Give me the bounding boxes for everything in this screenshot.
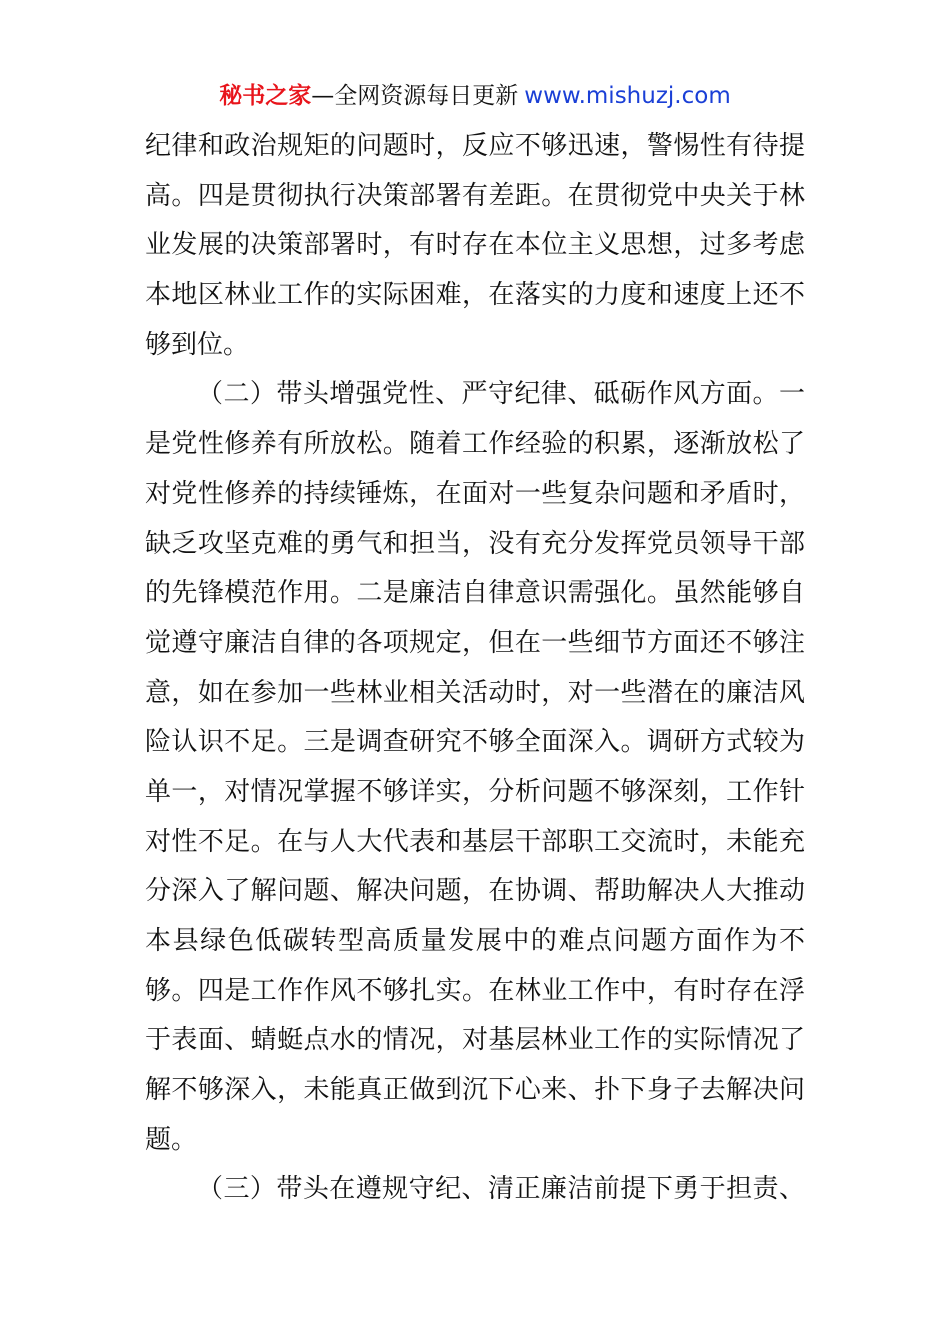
text-line: 纪律和政治规矩的问题时，反应不够迅速，警惕性有待提: [145, 131, 805, 161]
text-line: 对党性修养的持续锤炼，在面对一些复杂问题和矛盾时，: [145, 478, 805, 509]
text-line: 缺乏攻坚克难的勇气和担当，没有充分发挥党员领导干部: [145, 528, 805, 559]
text-line: 本地区林业工作的实际困难，在落实的力度和速度上还不: [145, 280, 805, 311]
text-line: 觉遵守廉洁自律的各项规定，但在一些细节方面还不够注: [145, 627, 805, 658]
text-line: 够到位。: [145, 329, 250, 360]
text-line: 意，如在参加一些林业相关活动时，对一些潜在的廉洁风: [145, 677, 805, 708]
section-heading-line: （三）带头在遵规守纪、清正廉洁前提下勇于担责、: [197, 1174, 805, 1205]
text-line: 够。四是工作作风不够扎实。在林业工作中，有时存在浮: [145, 975, 805, 1006]
site-url-link[interactable]: www.mishuzj.com: [524, 83, 731, 109]
text-line: 本县绿色低碳转型高质量发展中的难点问题方面作为不: [145, 926, 805, 956]
text-line: 于表面、蜻蜓点水的情况，对基层林业工作的实际情况了: [145, 1025, 805, 1056]
text-line: 解不够深入，未能真正做到沉下心来、扑下身子去解决问: [145, 1075, 805, 1106]
site-header: [0, 80, 950, 112]
brand-name: 秘书之家: [219, 83, 312, 109]
text-line: 险认识不足。三是调查研究不够全面深入。调研方式较为: [145, 727, 805, 758]
document-body: [145, 122, 805, 1215]
text-line: 的先锋模范作用。二是廉洁自律意识需强化。虽然能够自: [145, 578, 805, 609]
text-line: 业发展的决策部署时，有时存在本位主义思想，过多考虑: [145, 230, 805, 261]
text-line: 单一，对情况掌握不够详实，分析问题不够深刻，工作针: [145, 776, 805, 807]
text-line: 高。四是贯彻执行决策部署有差距。在贯彻党中央关于林: [145, 180, 805, 211]
text-line: 对性不足。在与人大代表和基层干部职工交流时，未能充: [145, 826, 805, 857]
text-line: 分深入了解问题、解决问题，在协调、帮助解决人大推动: [145, 876, 805, 907]
text-line: 是党性修养有所放松。随着工作经验的积累，逐渐放松了: [145, 429, 805, 460]
site-tagline: —全网资源每日更新: [311, 83, 519, 109]
text-line: 题。: [145, 1124, 198, 1155]
section-heading-line: （二）带头增强党性、严守纪律、砥砺作风方面。一: [197, 379, 805, 410]
